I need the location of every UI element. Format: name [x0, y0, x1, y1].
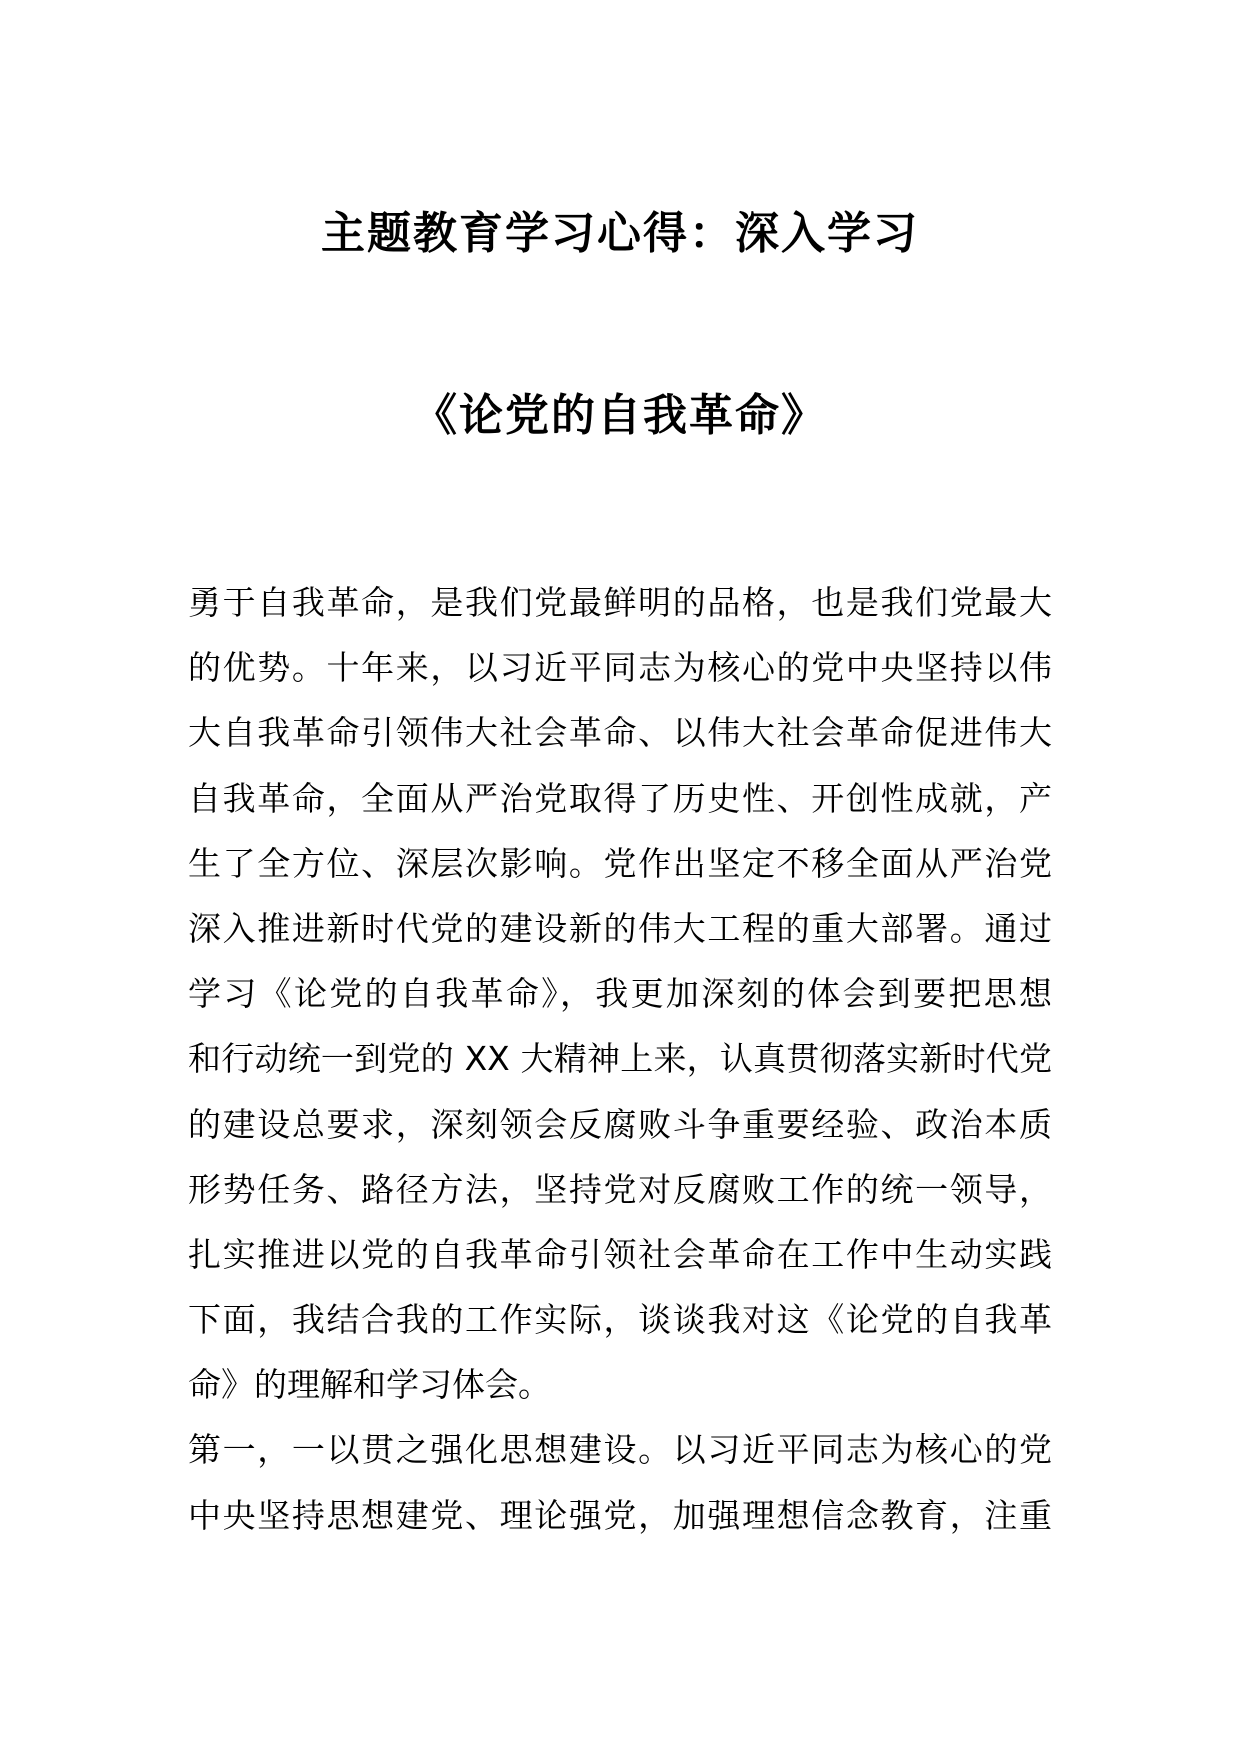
document-title-line-2: 《论党的自我革命》	[413, 390, 827, 441]
body-line: 扎实推进以党的自我革命引领社会革命在工作中生动实践	[188, 1234, 1052, 1274]
body-line: 命》的理解和学习体会。	[188, 1365, 551, 1405]
document-title-line-1: 主题教育学习心得：深入学习	[321, 208, 919, 259]
body-line: 学习《论党的自我革命》，我更加深刻的体会到要把思想	[188, 974, 1052, 1014]
document-body	[188, 570, 1052, 1548]
body-line: 的建设总要求，深刻领会反腐败斗争重要经验、政治本质	[188, 1104, 1052, 1144]
body-line: 的优势。十年来，以习近平同志为核心的党中央坚持以伟	[188, 648, 1052, 688]
body-line: 大自我革命引领伟大社会革命、以伟大社会革命促进伟大	[188, 713, 1052, 753]
body-line: 和行动统一到党的 XX 大精神上来，认真贯彻落实新时代党	[188, 1039, 1052, 1079]
paragraph-1	[188, 570, 1052, 1417]
body-line: 中央坚持思想建党、理论强党，加强理想信念教育，注重	[188, 1495, 1052, 1535]
body-line: 下面，我结合我的工作实际，谈谈我对这《论党的自我革	[188, 1300, 1052, 1340]
body-line: 形势任务、路径方法，坚持党对反腐败工作的统一领导，	[188, 1169, 1052, 1209]
body-line: 自我革命，全面从严治党取得了历史性、开创性成就，产	[188, 778, 1052, 818]
body-line: 深入推进新时代党的建设新的伟大工程的重大部署。通过	[188, 908, 1052, 948]
body-line: 勇于自我革命，是我们党最鲜明的品格，也是我们党最大	[188, 583, 1052, 622]
paragraph-2	[188, 1417, 1052, 1547]
body-line: 第一，一以贯之强化思想建设。以习近平同志为核心的党	[188, 1430, 1052, 1470]
body-line: 生了全方位、深层次影响。党作出坚定不移全面从严治党	[188, 843, 1052, 883]
